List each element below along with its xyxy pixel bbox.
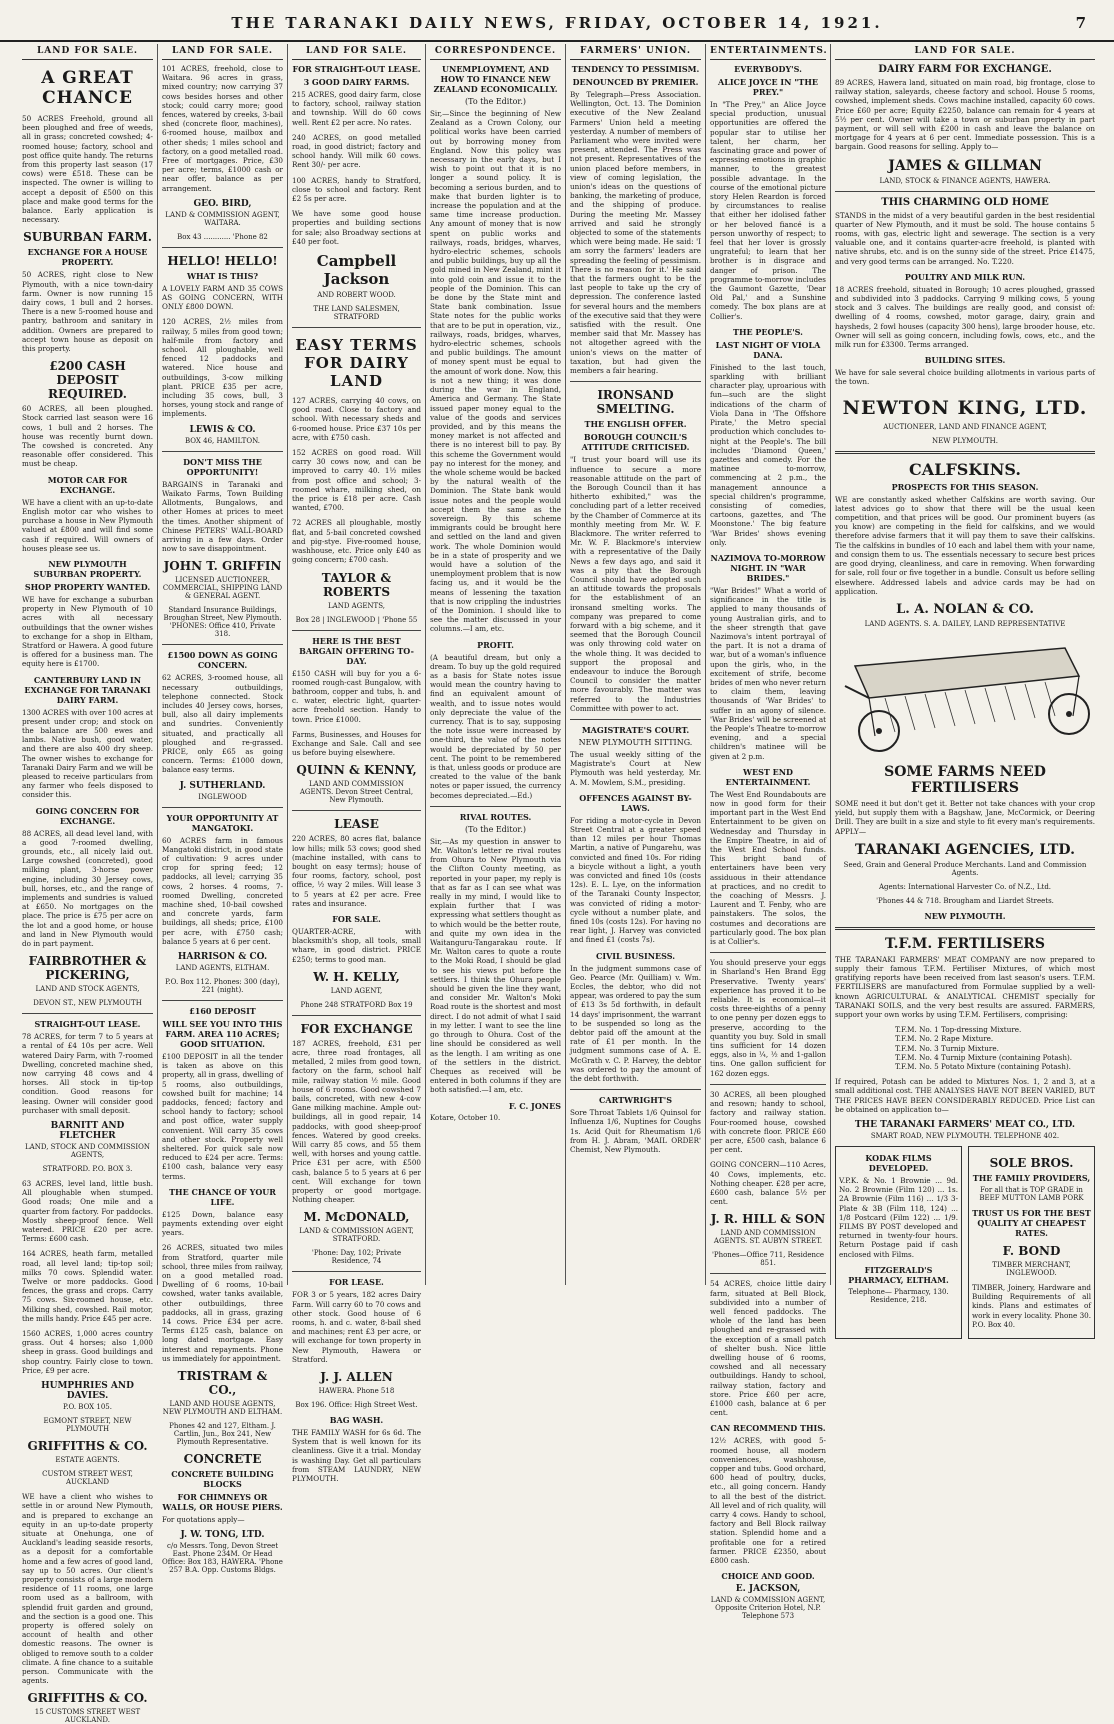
ad-text: BARGAINS in Taranaki and Waikato Farms, Town Building Allotments, Bungalows, and other Homes at prices to meet the times. Another shipment of Chinese PETERS' WALL-BOARD arriving in a few days. Order now to save disappointment. [162,479,283,554]
ad-heading: CARTWRIGHT'S [599,1095,672,1106]
ad-heading: THE CHANCE OF YOUR LIFE. [169,1186,276,1207]
ad-text: 220 ACRES, 80 acres flat, balance low hills; milk 53 cows; good shed (machine installed, with cans to bought on easy terms); house of four rooms, factory, school, post office, ½ way 2 miles. Will lease 3 to 5 years at £2 per acre. Free rates and insurance. [292,834,421,908]
divider [570,1089,701,1090]
ad-text: 78 ACRES, for term 7 to 5 years at a rental of £4 10s per acre. Well watered Dairy Farm, with 7-roomed Dwelling, concreted machine shed, now carrying 48 cows and 4 horses. All stock in tip-top condition. Good reasons for leasing. Owner will consider good purchaser with small deposit. [22,1032,153,1115]
ad-text: 62 ACRES, 3-roomed house, all necessary outbuildings, telephone connected. Stock includes 40 Jersey cows, horses, bull, also all dairy implements and sundries. Conveniently situated, and practically all ploughed and re-grassed. PRICE, only £65 as going concern. Terms: £1000 down, balance easy terms. [162,673,283,775]
article-signature: F. C. JONES [508,1100,561,1111]
ad-subheading: TIMBER MERCHANT, INGLEWOOD. [992,1260,1071,1277]
page-number: 7 [1075,14,1086,32]
ad-heading: FITZGERALD'S PHARMACY, ELTHAM. [848,1264,949,1285]
divider [292,1271,421,1272]
divider [570,381,701,382]
list-item: T.F.M. No. 4 Turnip Mixture (containing Potash). [895,1052,1073,1062]
ad-text: 12½ ACRES, with good 5-roomed house, all modern conveniences, washhouse, copper and tubs. Good orchard, 600 head of poultry, ducks, etc., all going concern. Handy to all the best of the district. All level and of rich quality, will carry 4 cows. Handy to school, factory and Bell Block railway station. Splendid home and a profitable one for a retired farmer. PRICE £2350, about £800 cash. [710,1436,827,1566]
divider [22,1013,153,1014]
article-text: The usual weekly sitting of the Magistrate's Court at New Plymouth was held yesterday, Mr. A. M. Mowlem, S.M., presiding. [570,749,701,787]
ad-text: 18 ACRES freehold, situated in Borough; 10 acres ploughed, grassed and subdivided into 3 paddocks. Carrying 9 milking cows, 5 young stock and 3 calves. The buildings are really good, and consist of: dwelling of 4 rooms, cowshed, motor garage, dairy, grain and haysheds, 2 fowl houses (capacity 300 hens), large brooder house, etc. Owner will sell as going concern, including fowls, cows, etc., and the milk run for £3300. Terms arranged. [835,284,1095,350]
article-text: Sir,—As my question in answer to Mr. Walton's letter re rival routes from Ohura to New Plymouth via the Clifton County meeting, as reported in your paper, my reply is that as far as I can see what was really in my mind, I would like to explain further that I was expressing what settlers thought as to which would be the better route, and quite my own idea in the Waitanguru-Tangarakau route. If Mr. Walton cares to quote a route to the Moki Road, I should be glad to see his views put before the settlers. I think the Ohura people should be given the line they want, and consider Mr. Walton's Moki Road route is the shortest and most direct. I do not admit of what I said in my letter. I want to see the line go through to Ohura. Cost of the line should be considered as well as the length. I am writing as one of the settlers in the district. Cheques as received will be entered in both columns if they are both satisfied.—I am, etc. [430,836,561,1095]
divider [430,806,561,807]
agent-address: DEVON ST., NEW PLYMOUTH [33,999,142,1008]
agent-address: Box 196. Office: High Street West. [295,1401,418,1410]
ad-heading: CAN RECOMMEND THIS. [710,1423,826,1434]
ad-text: 101 ACRES, freehold, close to Waitara. 96 acres in grass, mixed country; now carrying 37 cows besides horses and other stock; could carry more; good fences, watered by creeks, 3-bail shed (concrete floor, machines), 6-roomed house, mailbox and other sheds; 1 miles school and factory, on a good metalled road. Free of mortgages. Price, £30 per acre; terms, £1000 cash or near offer, balance as per arrangement. [162,64,283,193]
ad-heading: £160 DEPOSIT [189,1005,256,1016]
agent-name: GRIFFITHS & CO. [27,1439,148,1454]
ad-text: STANDS in the midst of a very beautiful garden in the best residential quarter of New Plymouth, and it must be sold. The house contains 5 rooms, with gas, electric light and sewerage. The section is a very valuable one, and it contains quarter-acre freehold, is planted with native shrubs, etc. and is on the sunny side of the street. Price £1475, and very good terms can be arranged. No. T.220. [835,210,1095,266]
list-item: T.F.M. No. 2 Rape Mixture. [895,1034,994,1044]
agent-name: E. JACKSON, [735,1584,801,1595]
ad-text: 60 ACRES farm in famous Mangatoki district, in good state of cultivation: 9 acres under crop for spring feed; 12 paddocks, all level; carrying 35 cows, 2 horses. 4 rooms, 7-roomed Dwelling, concreted machine shed, 10-bail cowshed and concrete yards, farm buildings, all sheds; price, £100 per acre, with £750 cash; balance 5 years at 6 per cent. [162,835,283,946]
agent-address: c/o Messrs. Tong, Devon Street East. Phone 234M. Or Head Office: Box 183, HAWERA. 'Phone 257 B.A. Opp. Customs Bldgs. [162,1542,283,1575]
ad-headline: LEASE [334,817,379,832]
article-heading: TENDENCY TO PESSIMISM. [571,64,700,74]
divider [570,719,701,720]
agent-detail: Agents: International Harvester Co. of N.Z., Ltd. [878,882,1052,891]
article-heading: CIVIL BUSINESS. [595,950,675,961]
divider [162,1000,283,1001]
agent-detail: LAND AGENTS, [328,601,385,610]
article-heading: EVERYBODY'S. [734,64,802,74]
ad-heading: DAIRY FARM FOR EXCHANGE. [878,64,1052,75]
agent-address: Phones 42 and 127, Eltham. J. Cartlin, Jun., Box 241, New Plymouth Representative. [169,1422,276,1447]
ad-text: £100 DEPOSIT in all the tender is taken as above on this property, all in grass, dwelling of 5 rooms, also outbuildings, cowshed built for machine; 14 paddocks, fenced; factory and school handy to factory; school and post office, water supply convenient. Will carry 35 cows and other stock. Property well sheltered. For quick sale now reduced to £24 per acre. Terms: £100 cash, balance very easy terms. [162,1051,283,1181]
ad-subheading: WILL SEE YOU INTO THIS FARM. AREA 110 ACRES; GOOD SITUATION. [162,1018,283,1049]
agent-detail: LAND AND STOCK AGENTS, [35,985,140,994]
ad-subheading: 3 GOOD DAIRY FARMS. [303,77,410,87]
ad-heading: £200 CASH DEPOSIT REQUIRED. [48,359,127,402]
column-4 [426,44,566,1285]
list-item: T.F.M. No. 1 Top-dressing Mixture. [895,1025,1022,1035]
ad-subheading: WHAT IS THIS? [186,270,259,281]
seed-drill-drawing [835,636,1093,756]
agent-address: LAND, STOCK & FINANCE AGENTS, HAWERA. [879,176,1051,185]
agent-detail: LAND AGENTS. S. A. DAILEY, LAND REPRESENTATIVE [864,619,1066,628]
sole-bros-ad [968,1146,1095,1339]
ad-headline: CALFSKINS. [909,459,1021,479]
article-heading: RIVAL ROUTES. [459,811,532,822]
article-text: By Telegraph—Press Association. Wellington, Oct. 13. The Dominion executive of the New Zealand Farmers' Union held a meeting yesterday. A number of members of Parliament who were invited were present, attended. The Press was not present. Representatives of the union placed before members, in view of coming legislation, the union's ideas on the questions of banking, the marketing of produce, and the shipping of produce. During the meeting Mr. Massey arrived and said he strongly objected to some of the statements which were being made. He said: 'I am sorry the farmers' leaders are spreading the feeling of pessimism. There is no reason for it.' He said that the farmers ought to be the last people to take up the cry of depression. The conference lasted for several hours and the members of the executive said that they were satisfied with the result. One member said that Mr. Massey has not altogether agreed with the union's views on the matter of taxation, but had given the members a fair hearing. [570,90,701,376]
article-text: (A beautiful dream, but only a dream. To buy up the gold required as a basis for State notes issue would mean the country having to find an equivalent amount of wealth, and to issue notes would only depreciate the value of the currency. That is to say, supposing the note issue were increased by one-third, the value of the notes would be depreciated by 50 per cent. The point to be remembered is that, unless goods or produce are created to the value of the bank notes or paper issued, the currency becomes depreciated.—Ed.) [430,652,562,800]
agent-name: M. McDONALD, [303,1210,410,1225]
ad-text: 50 ACRES Freehold, ground all been ploughed and free of weeds, all in grass; concreted cowshed; 4-roomed house; factory, school and post office quite handy. The returns from this property last season (17 cows) were £518. These can be inspected. The owner is willing to accept a deposit of £500 on this place and make good terms for the balance. Early application is necessary. [22,114,153,225]
agent-address: LAND & COMMISSION AGENT, Opposite Criterion Hotel, N.P. Telephone 573 [710,1596,826,1621]
ad-text: £150 CASH will buy for you a 6-roomed rough-cast Bungalow, with bathroom, copper and tubs, h. and c. water, electric light, quarter-acre freehold section. Handy to town. Price £1000. [292,668,421,724]
ad-heading: YOUR OPPORTUNITY AT MANGATOKI. [166,812,279,833]
article-text: The West End Roundabouts are now in good form for their important part in the West End Entertainment to be given on Wednesday and Thursday in the Empire Theatre, in aid of the West End School funds. This bright band of entertainers have been very assiduous in their attendance at practices, and no credit to the coaching of Messrs. J. Laurent and T. Fenby, who are painstakers. The solos, the costumes and decorations are particularly good. The box plan is at Collier's. [710,789,826,947]
agent-name: HARRISON & CO. [177,951,268,962]
ad-heading: HERE IS THE BEST BARGAIN OFFERING TO-DAY. [299,635,414,666]
divider [835,191,1095,192]
agent-address: 'Phones—Office 711, Residence 851. [711,1251,825,1268]
ad-text: 1300 ACRES with over 100 acres at present under crop; and stock on the balance are 500 ewes and lambs. Native bush, good water, and there are also 400 dry sheep. The owner wishes to exchange for Taranaki Dairy Farm and we will be pleased to receive particulars from any farmer who feels disposed to consider this. [22,707,153,800]
ad-heading: CANTERBURY LAND IN EXCHANGE FOR TARANAKI DAIRY FARM. [24,674,151,705]
ad-heading: STRAIGHT-OUT LEASE. [34,1019,141,1030]
agent-name: JOHN T. GRIFFIN [163,559,282,574]
divider [292,810,421,811]
ad-text: QUARTER-ACRE, with blacksmith's shop, all tools, small whare, in good district. PRICE £250; terms to good man. [292,926,421,964]
ad-text: 120 ACRES, 2½ miles from railway, 5 miles from good town; half-mile from factory and school. All ploughable, well fenced 12 paddocks and watered. Nice house and outbuildings, 3-cow milking plant. PRICE £35 per acre, including 35 cows, bull, 3 horses, young stock and range of implements. [162,317,283,419]
divider [835,927,1095,930]
agent-name: J. W. TONG, LTD. [180,1530,265,1541]
ad-heading: F. BOND [1002,1243,1061,1258]
ad-text: WE have for exchange a suburban property in New Plymouth of 10 acres with all necessary outbuildings that the owner wishes to exchange for a shop in Eltham, Stratford or Hawera. A good future is offered for a business man. The equity here is £1700. [22,594,153,669]
article-text: "I trust your board will use its influence to secure a more reasonable attitude on the part of the Borough Council than it has hitherto exhibited," was the concluding part of a letter received by the Chamber of Commerce at its monthly meeting from Mr. W. F. Blackmore. The writer referred to Mr. W. F. Blackmore's interview with a representative of the Daily News a few days ago, and said it was a pity that the Borough Council should have adopted such an attitude towards the proposals for the establishment of an ironsand smelting works. The company was prepared to come forward with a big scheme, and it seemed that the Borough Council was only throwing cold water on the whole thing. It was decided to support the proposal and endeavour to induce the Borough Council to consider the matter more favourably. The matter was referred to the Industries Committee with power to act. [570,455,701,713]
article-dateline: Kotare, October 10. [430,1113,501,1122]
agent-name: BARNITT AND FLETCHER [50,1121,125,1142]
divider [710,1084,826,1085]
agent-name: TAYLOR & ROBERTS [321,570,392,599]
ad-heading: NEW PLYMOUTH SUBURBAN PROPERTY. [33,558,142,579]
agent-address: EGMONT STREET, NEW PLYMOUTH [43,1417,132,1434]
ad-subheading: PROSPECTS FOR THIS SEASON. [891,481,1039,492]
column-heading: LAND FOR SALE. [22,44,153,60]
bottom-ads-row [835,1146,1095,1339]
agent-address: NEW PLYMOUTH. [924,910,1006,921]
column-2 [158,44,288,1575]
column-3 [288,44,426,1484]
agent-name: Campbell Jackson [316,252,397,289]
ad-text: FOR 3 or 5 years, 182 acres Dairy Farm. Will carry 60 to 70 cows and other stock. Good house of 6 rooms, h. and c. water, 8-bail shed and machines; rent £3 per acre, or will exchange for town property in New Plymouth, Hawera or Stratford. [292,1290,421,1364]
ad-text: 152 ACRES on good road. Will carry 30 cows now, and can be improved to carry 40. 1½ miles from post office and school; 3-roomed whare, milking shed, on the price is £18 per acre. Cash wanted, £700. [292,448,421,513]
ad-subheading: THE FAMILY PROVIDERS, [972,1172,1091,1183]
ad-subheading: EXCHANGE FOR A HOUSE PROPERTY. [27,247,148,268]
seed-drill-illustration [835,636,1095,756]
article-subheading: NEW PLYMOUTH SITTING. [578,737,693,747]
ad-subheading: CONCRETE BUILDING BLOCKS [171,1469,274,1490]
agent-name: J. SUTHERLAND. [179,780,266,791]
ad-heading: POULTRY AND MILK RUN. [904,271,1026,282]
agent-address: INGLEWOOD [198,792,247,801]
agent-detail: AND ROBERT WOOD. [317,291,396,300]
masthead [0,0,1114,42]
divider [162,807,283,808]
ad-headline: SOME FARMS NEED FERTILISERS [884,763,1046,796]
agent-name: NEWTON KING, LTD. [842,396,1088,419]
column-heading: LAND FOR SALE. [835,44,1095,60]
column-6 [706,44,831,1621]
article-text: "War Brides!" What a world of significance in the title is applied to many thousands of young Australian girls, and to the sheer strength that gave Nazimova's intent portrayal of the part. It is not a drama of war, but of a woman's influence upon the girls, who, in the excitement of strife, become brides of men who never return to claim them, leaving thousands of 'War Brides' to suffer in an agony of silence. 'War Brides' will be screened at the People's Theatre to-morrow evening, and a special children's matinee will be given at 2 p.m. [710,585,827,761]
agent-address: NEW PLYMOUTH. [932,436,998,445]
agent-address: Phone 248 STRATFORD Box 19 [300,1000,413,1009]
ad-text: 100 ACRES, handy to Stratford, close to school and factory. Rent £2 5s per acre. [292,175,421,204]
article-text: For riding a motor-cycle in Devon Street Central at a greater speed than 12 miles per hour Thomas Martin, a native of Pungarehu, was convicted and fined 10s. For riding a bicycle without a light, a youth was convicted and fined 10s (costs 12s). E. L. Lye, on the information of the Taranaki County Inspector, was convicted of riding a motor-cycle without a number plate, and fined 10s (costs 12s). For having no rear light, J. Harvey was convicted and fined £1 (costs 7s). [570,815,701,945]
ad-headline: CONCRETE [183,1452,262,1467]
ad-text: WE have a client who wishes to settle in or around New Plymouth, and is prepared to exchange an equity in an up-to-date property situate at Onehunga, one of Auckland's leading seaside resorts, as a deposit for a comfortable home and a few acres of good land, say up to 50 acres. Our client's property consists of a large modern residence of 11 rooms, one large room used as a ballroom, with splendid fruit garden and ground, and the section is a good one. This property is offered solely on account of health and other domestic reasons. The owner is obliged to remove south to a colder climate. A fine chance to a suitable person. Communicate with the agents. [22,1492,153,1686]
ad-subheading: TRUST US FOR THE BEST QUALITY AT CHEAPEST RATES. [972,1207,1091,1238]
agent-detail: LAND AGENT, [330,986,383,995]
article-subheading: ALICE JOYCE IN "THE PREY." [717,77,818,97]
agent-detail: Seed, Grain and General Produce Merchants. Land and Commission Agents. [843,860,1087,877]
ad-text: WE are constantly asked whether Calfskins are worth saving. Our latest advices go to show that there will be the usual keen competition, and that prices will be good. Our prominent buyers (as you know) are competing in the field for calfskins, and we would therefore advise farmers that it will pay them to save their calfskins. Tie the calfskins in bundles of 10 each and label them with your name, and consign them to us. The essentials necessary to secure best prices are good drying, cleanliness, and care in removing. When forwarding for sale, roll four or five together in a bundle. Consult us before selling elsewhere. Addressed labels and advice cards may be had on application. [835,494,1095,596]
agent-name: THE TARANAKI FARMERS' MEAT CO., LTD. [854,1119,1076,1130]
ad-heading: FOR SALE. [332,913,381,924]
ad-text: If required, Potash can be added to Mixtures Nos. 1, 2 and 3, at a small additional cost. THE ANALYSES HAVE NOT BEEN VARIED, BUT THE PRICES HAVE BEEN CONSIDERABLY REDUCED. Price List can be obtained on application to— [835,1077,1095,1114]
ad-heading: GOING CONCERN FOR EXCHANGE. [35,805,140,826]
column-heading: LAND FOR SALE. [292,44,421,60]
ad-text: THE TARANAKI FARMERS' MEAT COMPANY are now prepared to supply their famous T.F.M. Fertiliser Mixtures, of which most gratifying reports have been received from last season's users. T.F.M. FERTILISERS are manufactured from Formulae supplied by a well-known AGRICULTURAL & ANALYTICAL CHEMIST specially for TARANAKI SOILS, and the very best results are assured. FARMERS, support your own works by using T.F.M. Fertilisers, comprising: [835,954,1095,1019]
newspaper-title: THE TARANAKI DAILY NEWS, FRIDAY, OCTOBER 14, 1921. [231,14,883,32]
column-heading: LAND FOR SALE. [162,44,283,60]
agent-name: L. A. NOLAN & CO. [896,601,1034,617]
ad-text: 88 ACRES, all dead level land, with a good 7-roomed dwelling, grounds, etc., all nicely laid out. Large cowshed (concreted), good milking plant, 3-horse power engine, including 30 Jersey cows, bull, horses, etc., and the range of implements and sundries is valued at £650. No mortgages on the place. The price is £75 per acre on the lot and a good home, or house and land in New Plymouth would do in part payment. [22,828,153,948]
agent-name: GEO. BIRD, [193,198,252,209]
ad-heading: DON'T MISS THE OPPORTUNITY! [183,456,262,477]
article-heading: UNEMPLOYMENT, AND HOW TO FINANCE NEW ZEALAND ECONOMICALLY. [433,64,558,94]
column-5 [566,44,706,1285]
column-heading: CORRESPONDENCE. [430,44,561,60]
divider [292,327,421,328]
ad-headline: A GREAT CHANCE [41,68,134,108]
ad-text: 1560 ACRES, 1,000 acres country grass. Out 4 horses; also 1,000 sheep in grass. Good buildings and shop country. Fairly close to town. Price, £9 per acre. [22,1329,153,1375]
ad-heading: THIS CHARMING OLD HOME [881,196,1049,208]
ad-headline: HELLO! HELLO! [167,253,278,268]
agent-name: J. R. HILL & SON [710,1212,826,1227]
kodak-ad [835,1146,962,1339]
article-text: Sir,—Since the beginning of New Zealand as a Crown Colony, our political works have been carried out by borrowing money from England. Now this policy was necessary in the early days, but I wish to point out that it is no longer a sound policy. It is becoming a serious burden, and to make that burden lighter is to increase the population and at the same time increase production. Any amount of money that is now spent on public works and railways, roads, bridges, wharves, hydro-electric schemes, schools and public buildings, buy up all the gold mined in New Zealand, mint it into gold coin and issue it to the people of the Dominion. This can be done by the State mint and State bank combination. Issue State notes for the public works that are to be put in operation, viz., railways, roads, bridges, wharves, hydro-electric schemes, schools and public buildings. The amount of money spent must be equal to the amount of work done. Now, this is not a new thing; it was done during the war in England, America and Germany. The State issued paper money equal to the value of the goods and services provided, and by this means the money market is not affected and there is no interest bill to pay. By this scheme the Government would pay no interest for the money, and the whole scheme would be backed by the natural wealth of the Dominion. The State bank would issue notes and the people would accept them the same as the sovereign. By this scheme immigrants could be brought here and settled on the land and given work. The whole Dominion would be in a state of prosperity and we would have a solution of the unemployment problem that is now facing us, and it would be the means of lessening the taxation that is now crippling the industries of the Dominion. I should like to see the matter discussed in your columns.—I am, etc. [430,109,561,634]
ad-text: 72 ACRES all ploughable, mostly flat, and 5-bail concreted cowshed and pig-stye. Five-roomed house, washhouse, etc. Price only £40 as going concern; £700 cash. [292,518,421,565]
agent-name: GRIFFITHS & CO. [27,1691,148,1706]
agent-detail: 'Phones 44 & 718. Brougham and Liardet Streets. [876,896,1054,905]
ad-text: 127 ACRES, carrying 40 cows, on good road. Close to factory and school. With necessary sheds and 6-roomed house. Price £37 10s per acre, with £750 cash. [292,396,421,442]
agent-address: 'Phone: Day, 102; Private Residence, 74 [311,1249,402,1266]
agent-name: JAMES & GILLMAN [888,157,1042,174]
agent-detail: LICENSED AUCTIONEER, COMMERCIAL, SHIPPING LAND & GENERAL AGENT. [162,576,283,601]
article-subheading: BOROUGH COUNCIL'S ATTITUDE CRITICISED. [581,432,690,453]
agent-detail: LAND AND HOUSE AGENTS, NEW PLYMOUTH AND ELTHAM. [162,1400,283,1417]
ad-headline: EASY TERMS FOR DAIRY LAND [295,336,418,391]
agent-name: FAIRBROTHER & PICKERING, [28,954,147,983]
article-subheading: LAST NIGHT OF VIOLA DANA. [715,339,821,360]
divider [162,644,283,645]
agent-name: J. J. ALLEN [320,1370,393,1385]
agent-detail: LAND & COMMISSION AGENT, STRATFORD. [299,1227,414,1244]
ad-text: 215 ACRES, good dairy farm, close to factory, school, railway station and township. Will do 60 cows well. Rent £2 per acre. No rates. [292,90,421,127]
agent-name: HUMPHRIES AND DAVIES. [41,1381,134,1402]
ad-heading: SOLE BROS. [989,1155,1074,1170]
agent-address: BOX 46, HAMILTON. [185,436,260,445]
column-heading: FARMERS' UNION. [570,44,701,60]
ad-subheading: FOR CHIMNEYS OR WALLS, OR HOUSE PIERS. [162,1492,283,1513]
ad-text: 54 ACRES, choice little dairy farm, situated at Bell Block, subdivided into a number of well fenced paddocks. The whole of the land has been ploughed and re-grassed with the exception of a small patch of shelter bush. Nice little dwelling house of 6 rooms, cowshed and all necessary outbuildings. Handy to school, railway station, factory and store. Price £60 per acre, £1000 cash, balance at 6 per cent. [710,1279,826,1418]
agent-address: LAND AND COMMISSION AGENTS. Devon Street Central, New Plymouth. [299,780,414,805]
ad-text: THE FAMILY WASH for 6s 6d. The System that is well known for its cleanliness. Give it a trial. Monday is washing Day. Get all particulars from STEAM LAUNDRY, NEW PLYMOUTH. [292,1428,421,1484]
article-subheading: DENOUNCED BY PREMIER. [572,77,699,87]
list-item: T.F.M. No. 5 Potato Mixture (containing Potash). [895,1061,1071,1071]
divider [710,1273,826,1274]
ad-heading: MOTOR CAR FOR EXCHANGE. [47,474,128,495]
article-subheading: NAZIMOVA TO-MORROW NIGHT. IN "WAR BRIDES." [710,552,826,583]
agent-address: Box 43 ............ 'Phone 82 [177,232,268,241]
ad-heading: BUILDING SITES. [924,355,1006,366]
agent-detail: ESTATE AGENTS. [55,1456,120,1465]
agent-address: P.O. Box 112. Phones: 300 (day), 221 (night). [165,977,280,994]
agent-name: QUINN & KENNY, [296,763,417,778]
agent-detail: LAND & COMMISSION AGENT, WAITARA. [165,210,280,227]
divider [162,247,283,248]
agent-name: TARANAKI AGENCIES, LTD. [855,841,1075,858]
agent-name: LEWIS & CO. [189,424,256,435]
ad-text: We have for sale several choice building allotments in various parts of the town. [835,368,1095,387]
agent-detail: AUCTIONEER, LAND AND FINANCE AGENT, [883,422,1047,431]
ad-text: Farms, Businesses, and Houses for Exchange and Sale. Call and see us before buying elsewhere. [292,729,421,758]
ad-heading: CHOICE AND GOOD. [721,1571,815,1582]
ad-text: 164 ACRES, heath farm, metalled road, all level land; tip-top soil; milks 70 cows. Splendid water. Twelve or more paddocks. Good fences, the grass and crops. Carry 75 cows. Six-roomed house, etc. Milking shed, cowshed. Rail motor, the mills handy. Price £45 per acre. [22,1249,153,1323]
divider [162,451,283,452]
column-1 [18,44,158,1724]
article-byline: (To the Editor.) [465,824,526,834]
agent-address: CUSTOM STREET WEST, AUCKLAND [42,1470,133,1487]
agent-address: SMART ROAD, NEW PLYMOUTH. TELEPHONE 402. [870,1131,1060,1140]
article-heading: OFFENCES AGAINST BY-LAWS. [579,792,692,813]
agent-detail: HAWERA. Phone 518 [318,1387,395,1396]
divider [292,630,421,631]
article-text: Finished to the last touch, sparkling with brilliant character play, uproarious with fun—such are the slight indications of the charm of Viola Dana in 'The Offshore Pirate,' the Metro special production which concludes to-night at the People's. The bill includes 'Diamond Queen,' gazettes and comedy. For the matinee to-morrow, commencing at 2 p.m., the management announce a special children's programme, consisting of comedies, cartoons, gazettes, and 'The Moonstone.' The big feature 'War Brides' shows evening only. [710,362,826,547]
article-byline: (To the Editor.) [465,97,526,106]
agent-address: THE LAND SALESMEN, STRATFORD [313,305,400,322]
ad-text: 60 ACRES, all been ploughed. Stock carried last season were 16 cows, 1 bull and 2 horses. The house was recently burnt down. The cowshed is concreted. Any reasonable offer considered. This must be cheap. [22,404,153,469]
article-heading: MAGISTRATE'S COURT. [581,724,690,735]
ad-text: Telephone— Pharmacy, 130. Residence, 218. [848,1287,949,1304]
ad-text: TIMBER, Joinery, Hardware and Building Requirements of all kinds. Plans and estimates of work in every locality. Phone 30. P.O. Box 40. [972,1282,1091,1329]
ad-text: For quotations apply— [162,1515,245,1525]
ad-heading: FOR STRAIGHT-OUT LEASE. [292,64,421,74]
ad-text: Sore Throat Tablets 1/6 Quinsol for Influenza 1/6, Nuptines for Coughs 1s. Acid Quit for Rheumatism 1/6 from H. J. Abram, 'MAIL ORDER' Chemist, New Plymouth. [570,1108,701,1155]
ad-text: We have some good house properties and building sections for sale; also Broadway sections at £40 per foot. [292,209,421,246]
article-heading: THE PEOPLE'S. [733,326,803,337]
agent-detail: LAND, STOCK AND COMMISSION AGENTS, [25,1143,150,1160]
fertiliser-list [835,1025,1095,1071]
agent-detail: P.O. BOX 105. [63,1403,112,1412]
list-item: T.F.M. No. 3 Turnip Mixture. [895,1043,999,1053]
agent-address: Standard Insurance Buildings, Broughan Street, New Plymouth. 'PHONES: Office 410, Private 318. [163,606,282,639]
ad-text: 187 ACRES, freehold, £31 per acre, three road frontages, all metalled, 2 miles from good town, factory on the farm, school half mile, railway station ½ mile. Good house of 6 rooms. Good cowshed 7 bails, concreted, with new 4-cow Gane milking machine. Ample out-buildings, all in good repair, 14 paddocks, with good sheep-proof fences. Watered by good creeks. Will carry 85 cows, and 55 them well, with horses and young cattle. Price £31 per acre, with £500 cash, balance 5 to 5 years at 6 per cent. Will exchange for town property or good mortgage. Nothing cheaper. [292,1038,421,1205]
agent-detail: LAND AND COMMISSION AGENTS. ST. AUBYN STREET. [713,1229,823,1246]
ad-heading: SUBURBAN FARM. [23,230,152,245]
ad-subheading: SHOP PROPERTY WANTED. [24,581,151,592]
article-text: In "The Prey," an Alice Joyce special production, unusual opportunities are offered the popular star to utilise her talent, her charm, her fascinating grace and power of expressing emotions in graphic manner, to the greatest possible advantage. In the course of the emotional picture story Helen Reardon is forced by circumstances to realise that either her idolised father or her beloved fiancé is a person unworthy of respect; to feel that her lover is grossly ungrateful; to learn that her brother is in disgrace and danger of prison. The programme to-morrow includes the Gaumont Gazette, 'Dear Old Pal,' and a Sunshine comedy. The box plans are at Collier's. [710,100,826,321]
divider [835,451,1095,454]
ad-text: You should preserve your eggs in Sharland's Hen Brand Egg Preservative. Twenty years' experience has proved it to be reliable. It is economical—it costs three-eighths of a penny to one penny per dozen eggs to preserve, according to the quantity you buy. Sold in small tins sufficient for 14 dozen eggs, also in ¼, ½ and 1-gallon tins. One gallon sufficient for 162 dozen eggs. [710,958,826,1078]
column-heading: ENTERTAINMENTS. [710,44,826,60]
ad-headline: FOR EXCHANGE [300,1021,413,1036]
divider [292,1015,421,1016]
ad-text: V.P.K. & No. 1 Brownie ... 9d. No. 2 Brownie (Film 120) ... 1s. 2A Brownie (Film 116) ... 1/3 3-Plate & 3B (Film 118, 124) ... 1/8 Postcard (Film 122) ... 1/9. FILMS BY POST developed and returned in twenty-four hours. Return Postage paid if cash enclosed with Films. [839,1175,958,1259]
ad-text: A LOVELY FARM AND 35 COWS AS GOING CONCERN, WITH ONLY £800 DOWN. [162,283,283,312]
ad-text: GOING CONCERN—110 Acres, 40 Cows, implements, etc. Nothing cheaper. £28 per acre, £600 cash, balance 5½ per cent. [710,1160,826,1207]
article-subheading: THE ENGLISH OFFER. [584,419,687,430]
ad-text: 89 ACRES, Hawera land, situated on main road, big frontage, close to railway station, saleyards, cheese factory and school. House 5 rooms, cowshed, implement sheds. Cows machine installed, capacity 60 cows. Price £60 per acre; Equity £2250, balance can remain for 4 years at 5½ per cent. Owner will take a town or suburban property in part payment, or will sell with £200 in cash and leave the balance on mortgage for 4 years at 6 per cent. Immediate possession. This is a bargain. Good reasons for selling. Apply to— [835,78,1095,152]
ad-heading: FOR LEASE. [329,1277,384,1288]
ad-heading: £1500 DOWN AS GOING CONCERN. [167,650,278,671]
ad-text: 30 ACRES, all been ploughed and resown; handy to school, factory and railway station. Four-roomed house, cowshed with concrete floor. PRICE £60 per acre, £500 cash, balance 6 per cent. [710,1089,826,1155]
article-heading: IRONSAND SMELTING. [596,388,675,417]
article-text: In the judgment summons case of Geo. Pearce (Mr. Quilliam) v. Wm. Eccles, the debtor, who did not appear, was ordered to pay the sum of £13 3s 5d forthwith, in default 14 days' imprisonment, the warrant to be suspended so long as the debtor paid off the amount at the rate of £1 per month. In the judgment summons case of A. E. McGrath v. C. P. Harvey, the debtor was ordered to pay the amount of the debt forthwith. [570,963,701,1084]
ad-text: 240 ACRES, on good metalled road, in good district; factory and school handy. Will milk 60 cows. Rent 30/- per acre. [292,132,421,170]
agent-detail: LAND AGENTS, ELTHAM. [175,963,270,972]
ad-headline: T.F.M. FERTILISERS [884,935,1046,952]
divider [710,952,826,953]
column-7 [831,44,1099,1329]
ad-heading: KODAK FILMS DEVELOPED. [865,1152,932,1173]
ad-text: SOME need it but don't get it. Better not take chances with your crop yield, but supply them with a Bagshaw, Jane, McCormick, or Deering Drill. They are built in a size and style to fit every man's requirements. APPLY— [835,798,1095,836]
agent-name: W. H. KELLY, [313,969,400,984]
ad-text: 26 ACRES, situated two miles from Stratford, quarter mile school, three miles from railway, on a good metalled road. Dwelling of 6 rooms, 10-bail cowshed, water tanks available, other outbuildings, three paddocks, all in grass, grazing 14 cows. Price £34 per acre. Terms £125 cash, balance on long dated mortgage. Easy interest and repayments. Phone us immediately for appointment. [162,1243,283,1363]
ad-text: 50 ACRES, right close to New Plymouth, with a nice town-dairy farm. Owner is now running 15 dairy cows, 1 bull and 2 horses. There is a new 5-roomed house and pantry, bathroom and sanitary in addition. Owners are prepared to accept town house as deposit on this property. [22,270,153,354]
ad-text: £125 Down, balance easy payments extending over eight years. [162,1209,283,1238]
article-heading: WEST END ENTERTAINMENT. [725,766,811,787]
ad-text: For all that is TOP GRADE in BEEF MUTTON LAMB PORK [979,1185,1084,1202]
ad-text: WE have a client with an up-to-date English motor car who wishes to purchase a house in New Plymouth valued at £800 and will find some cash if required. Will owners of houses please see us. [22,497,153,553]
ad-text: 63 ACRES, level land, little bush. All ploughable when stumped. Good roads; One mile and a quarter from factory. For paddocks. Mostly sheep-proof fence. Well watered. PRICE £20 per acre. Terms: £600 cash. [22,1179,153,1244]
agent-address: 15 CUSTOMS STREET WEST AUCKLAND. [34,1708,141,1724]
agent-address: STRATFORD. P.O. BOX 3. [42,1165,133,1174]
agent-address: Box 28 | INGLEWOOD | 'Phone 55 [295,615,418,624]
ad-heading: BAG WASH. [329,1415,384,1426]
agent-name: TRISTRAM & CO., [177,1369,268,1398]
article-heading: PROFIT. [477,639,514,650]
